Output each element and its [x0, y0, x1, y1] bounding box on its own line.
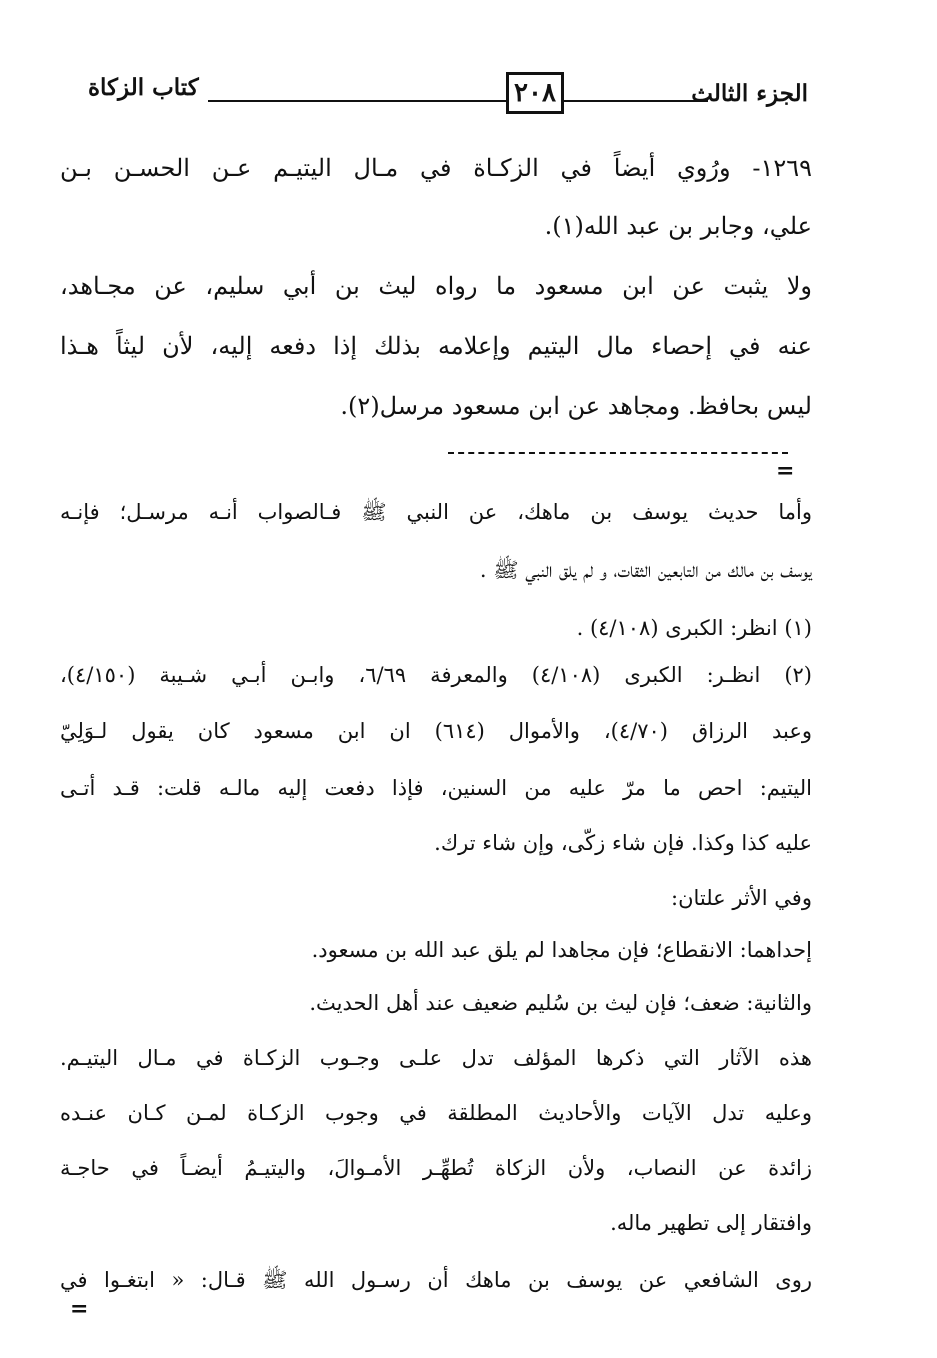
footnote-line: يوسف بن مالك من التابعين الثقات، و لم يلق النبي ﷺ . [479, 558, 812, 582]
book-title: كتاب الزكاة [88, 74, 199, 101]
footnote-line: روى الشافعي عن يوسف بن ماهك أن رسـول الله ﷺ قـال: « ابتغـوا في [60, 1268, 812, 1292]
main-line: ليس بحافظ. ومجاهد عن ابن مسعود مرسل(٢). [340, 392, 812, 420]
footnote-line: وعبد الرزاق (٤/٧٠)، والأموال (٦١٤) ان ابن مسعود كان يقول لـوَلِيّ [60, 719, 812, 743]
main-line: ١٢٦٩- ورُوي أيضاً في الزكـاة في مـال اليتيـم عـن الحسـن بـن [60, 154, 812, 182]
footnote-line: وعليه تدل الآيات والأحاديث المطلقة في وجوب الزكـاة لمـن كـان عنـده [60, 1101, 812, 1125]
main-line: علي، وجابر بن عبد الله(١). [544, 212, 812, 240]
header-rule-left [208, 100, 508, 102]
footnote-line: زائدة عن النصاب، ولأن الزكاة تُطهِّـر الأمـوالَ، واليتيـمُ أيضـاً في حاجـة [60, 1156, 812, 1180]
footnote-line: والثانية: ضعف؛ فإن ليث بن سُليم ضعيف عند أهل الحديث. [309, 991, 812, 1015]
footnote-line: وأما حديث يوسف بن ماهك، عن النبي ﷺ فـالصواب أنـه مرسـل؛ فإنـه [60, 500, 812, 524]
main-line: عنه في إحصاء مال اليتيم وإعلامه بذلك إذا دفعه إليه، لأن ليثاً هـذا [60, 332, 812, 360]
footnote-line: عليه كذا وكذا. فإن شاء زكّى، وإن شاء ترك. [434, 831, 812, 855]
footnote-line: اليتيم: احص ما مرّ عليه من السنين، فإذا دفعت إليه مالـه قلت: قـد أتـى [60, 776, 812, 800]
footnote-line: (٢) انظـر: الكبرى (٤/١٠٨) والمعرفة ٦/٦٩، وابـن أبـي شـيبة (٤/١٥٠)، [60, 663, 812, 687]
footnote-line: هذه الآثار التي ذكرها المؤلف تدل علـى وجـوب الزكـاة في مـال اليتيـم. [60, 1046, 812, 1070]
page-number: ٢٠٨ [506, 72, 564, 114]
header-rule-right [564, 100, 708, 102]
main-line: ولا يثبت عن ابن مسعود ما رواه ليث بن أبي سليم، عن مجـاهد، [60, 272, 812, 300]
continuation-marker: = [776, 458, 795, 484]
footnote-separator [448, 452, 788, 454]
volume-title: الجزء الثالث [691, 80, 808, 107]
footnote-line: وافتقار إلى تطهير ماله. [610, 1211, 812, 1235]
running-header [88, 70, 808, 122]
continuation-marker-end: = [70, 1296, 89, 1322]
footnote-line: إحداهما: الانقطاع؛ فإن مجاهدا لم يلق عبد الله بن مسعود. [311, 938, 812, 962]
footnote-line: (١) انظر: الكبرى (٤/١٠٨) . [576, 616, 812, 640]
footnote-line: وفي الأثر علتان: [671, 886, 812, 910]
